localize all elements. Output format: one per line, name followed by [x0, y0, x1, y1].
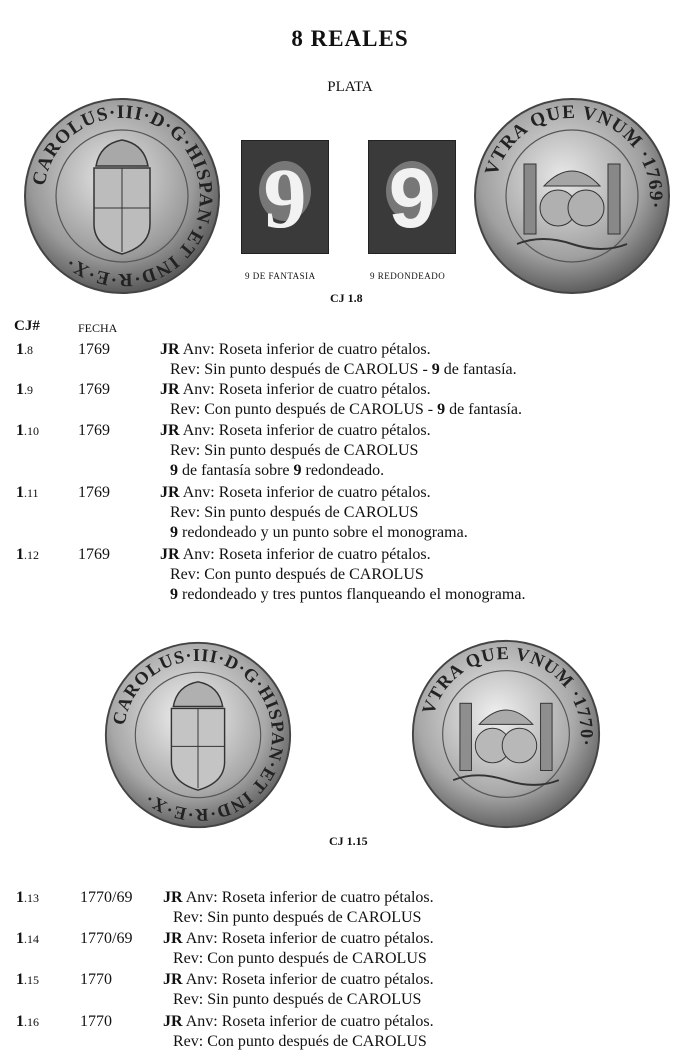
- mint-mark: JR: [163, 971, 183, 988]
- description-line: [160, 565, 680, 585]
- description-line: [163, 888, 683, 908]
- entry-date: 1770/69: [80, 889, 133, 906]
- entry-number-minor: .12: [24, 548, 39, 562]
- svg-text:VTRA QUE VNUM ·1769·: VTRA QUE VNUM ·1769·: [481, 101, 667, 211]
- entry-number: [16, 340, 33, 360]
- digit-highlight: 9: [431, 361, 440, 378]
- description-line: [160, 503, 680, 523]
- description-text: de fantasía.: [439, 361, 517, 378]
- mint-mark: JR: [160, 484, 180, 501]
- entry-number-minor: .8: [24, 343, 33, 357]
- mint-mark: JR: [163, 930, 183, 947]
- description-line: [160, 441, 680, 461]
- description-text: Rev: Sin punto después de CAROLUS: [170, 504, 419, 521]
- entry-number-minor: .11: [24, 486, 39, 500]
- entry-number-minor: .14: [24, 932, 39, 946]
- description-line: [160, 380, 680, 400]
- description-line: [160, 360, 680, 380]
- entry-number-major: 1: [16, 381, 24, 398]
- entry-description: [163, 888, 683, 928]
- entry-date: 1769: [78, 546, 110, 563]
- description-line: [163, 1032, 683, 1052]
- description-line: [163, 949, 683, 969]
- description-text: Rev: Sin punto después de CAROLUS -: [170, 361, 432, 378]
- svg-text:9: 9: [263, 150, 307, 246]
- description-text: Anv: Roseta inferior de cuatro pétalos.: [185, 889, 434, 906]
- svg-text:VTRA QUE VNUM ·1770·: VTRA QUE VNUM ·1770·: [418, 642, 597, 748]
- coin-obverse-1770: [103, 640, 293, 830]
- entry-description: [160, 380, 680, 420]
- description-text: Rev: Sin punto después de CAROLUS: [173, 991, 422, 1008]
- description-text: Anv: Roseta inferior de cuatro pétalos.: [182, 381, 431, 398]
- entry-date: 1770: [80, 1013, 112, 1030]
- description-line: [163, 1012, 683, 1032]
- entry-date: 1770/69: [80, 930, 133, 947]
- entry-number-major: 1: [16, 1013, 24, 1030]
- detail-caption-redondeado: 9 REDONDEADO: [370, 271, 446, 281]
- description-text: redondeado.: [301, 462, 385, 479]
- entry-number: [16, 1012, 39, 1032]
- description-text: Rev: Con punto después de CAROLUS -: [170, 401, 438, 418]
- entry-date: 1769: [78, 341, 110, 358]
- description-text: Anv: Roseta inferior de cuatro pétalos.: [182, 484, 431, 501]
- entry-number: [16, 929, 39, 949]
- mint-mark: JR: [163, 1013, 183, 1030]
- coin-reverse-1769: [472, 96, 672, 296]
- description-text: Anv: Roseta inferior de cuatro pétalos.: [185, 1013, 434, 1030]
- description-text: Rev: Con punto después de CAROLUS: [170, 566, 424, 583]
- entry-description: [160, 421, 680, 481]
- description-text: Rev: Sin punto después de CAROLUS: [173, 909, 422, 926]
- entry-number: [16, 545, 39, 565]
- figure-1-caption: CJ 1.8: [330, 291, 363, 305]
- digit-highlight: 9: [170, 586, 178, 603]
- description-text: Anv: Roseta inferior de cuatro pétalos.: [185, 971, 434, 988]
- description-text: de fantasía sobre: [178, 462, 294, 479]
- description-line: [163, 990, 683, 1010]
- entry-description: [160, 545, 680, 605]
- entry-number-major: 1: [16, 971, 24, 988]
- digit-highlight: 9: [170, 524, 178, 541]
- entry-number: [16, 888, 39, 908]
- description-text: Anv: Roseta inferior de cuatro pétalos.: [185, 930, 434, 947]
- description-line: [163, 970, 683, 990]
- description-text: redondeado y un punto sobre el monograma.: [178, 524, 468, 541]
- description-line: [160, 585, 680, 605]
- detail-image-9-redondeado: [368, 140, 456, 254]
- digit-highlight: 9: [293, 462, 302, 479]
- page-title: 8 REALES: [291, 26, 409, 51]
- entry-number-minor: .9: [24, 383, 33, 397]
- entry-number-major: 1: [16, 422, 24, 439]
- entry-number-minor: .16: [24, 1015, 39, 1029]
- entry-description: [163, 929, 683, 969]
- svg-text:9: 9: [388, 151, 436, 245]
- description-line: [160, 421, 680, 441]
- description-text: Anv: Roseta inferior de cuatro pétalos.: [182, 422, 431, 439]
- entry-date: 1769: [78, 484, 110, 501]
- entry-date: 1769: [78, 381, 110, 398]
- mint-mark: JR: [160, 341, 180, 358]
- mint-mark: JR: [160, 546, 180, 563]
- entry-description: [163, 970, 683, 1010]
- description-text: Rev: Con punto después de CAROLUS: [173, 950, 427, 967]
- entry-description: [160, 340, 680, 380]
- svg-text:CAROLUS·III·D·G·HISPAN·ET IND·: CAROLUS·III·D·G·HISPAN·ET IND·R·E·X·: [108, 644, 289, 826]
- entry-number-minor: .15: [24, 973, 39, 987]
- mint-mark: JR: [160, 381, 180, 398]
- description-text: Anv: Roseta inferior de cuatro pétalos.: [182, 546, 431, 563]
- entry-number: [16, 970, 39, 990]
- description-line: [160, 461, 680, 481]
- description-text: de fantasía.: [445, 401, 522, 418]
- entry-number-major: 1: [16, 546, 24, 563]
- description-line: [160, 483, 680, 503]
- entry-number-major: 1: [16, 484, 24, 501]
- description-line: [160, 545, 680, 565]
- entry-number-major: 1: [16, 930, 24, 947]
- description-text: Rev: Sin punto después de CAROLUS: [170, 442, 419, 459]
- entry-date: 1770: [80, 971, 112, 988]
- description-line: [163, 908, 683, 928]
- mint-mark: JR: [160, 422, 180, 439]
- description-line: [160, 340, 680, 360]
- description-line: [163, 929, 683, 949]
- entry-number-major: 1: [16, 341, 24, 358]
- entry-number-major: 1: [16, 889, 24, 906]
- coin-obverse-1769: [22, 96, 222, 296]
- entry-description: [163, 1012, 683, 1052]
- entry-number: [16, 380, 33, 400]
- description-text: Anv: Roseta inferior de cuatro pétalos.: [182, 341, 431, 358]
- detail-caption-fantasia: 9 DE FANTASIA: [245, 271, 316, 281]
- column-header-fecha: FECHA: [78, 321, 118, 335]
- entry-number-minor: .13: [24, 891, 39, 905]
- entry-number: [16, 483, 39, 503]
- description-line: [160, 400, 680, 420]
- entry-date: 1769: [78, 422, 110, 439]
- detail-image-9-fantasia: [241, 140, 329, 254]
- coin-reverse-1770: [410, 638, 602, 830]
- description-line: [160, 523, 680, 543]
- description-text: redondeado y tres puntos flanqueando el monograma.: [178, 586, 526, 603]
- digit-highlight: 9: [170, 462, 178, 479]
- figure-2-caption: CJ 1.15: [329, 834, 368, 848]
- svg-text:CAROLUS·III·D·G·HISPAN·ET IND·: CAROLUS·III·D·G·HISPAN·ET IND·R·E·X·: [28, 101, 217, 291]
- digit-highlight: 9: [437, 401, 446, 418]
- entry-number: [16, 421, 39, 441]
- entry-description: [160, 483, 680, 543]
- mint-mark: JR: [163, 889, 183, 906]
- description-text: Rev: Con punto después de CAROLUS: [173, 1033, 427, 1050]
- column-header-cj: CJ#: [14, 318, 40, 334]
- page-subtitle: PLATA: [327, 79, 373, 95]
- entry-number-minor: .10: [24, 424, 39, 438]
